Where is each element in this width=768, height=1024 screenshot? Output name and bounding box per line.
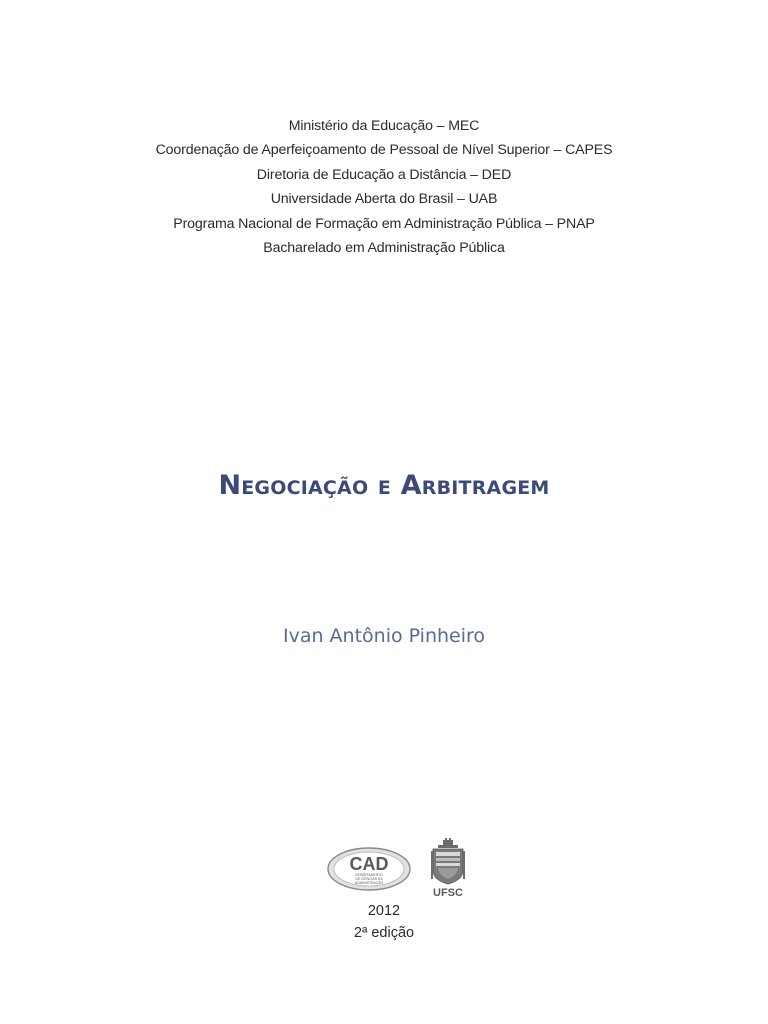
institution-line-capes: Coordenação de Aperfeiçoamento de Pessoal de Nível Superior – CAPES: [155, 142, 613, 159]
institutions-block: [0, 114, 768, 260]
edition-label: 2ª edição: [353, 925, 415, 941]
institution-line-pnap: Programa Nacional de Formação em Administração Pública – PNAP: [173, 215, 595, 232]
cad-logo-subtitle-3: ADMINISTRAÇÃO: [354, 881, 384, 885]
institution-line-uab: Universidade Aberta do Brasil – UAB: [270, 191, 498, 208]
book-title: Negociação e Arbitragem: [218, 470, 550, 501]
institution-line-ded: Diretoria de Educação a Distância – DED: [256, 166, 512, 183]
institution-line-mec: Ministério da Educação – MEC: [288, 118, 480, 134]
ufsc-crest-logo: [428, 838, 468, 898]
cad-logo-subtitle-1: DEPARTAMENTO: [355, 873, 383, 877]
book-author: Ivan Antônio Pinheiro: [282, 625, 486, 647]
institution-line-course: Bacharelado em Administração Pública: [263, 240, 505, 257]
cad-logo-text: CAD: [349, 854, 389, 874]
cad-logo-subtitle-2: DE CIÊNCIAS DA: [355, 877, 383, 881]
logos-row: [326, 838, 476, 898]
ufsc-logo-text: UFSC: [433, 887, 463, 898]
cad-logo: [326, 846, 412, 892]
publication-year: 2012: [367, 903, 401, 919]
